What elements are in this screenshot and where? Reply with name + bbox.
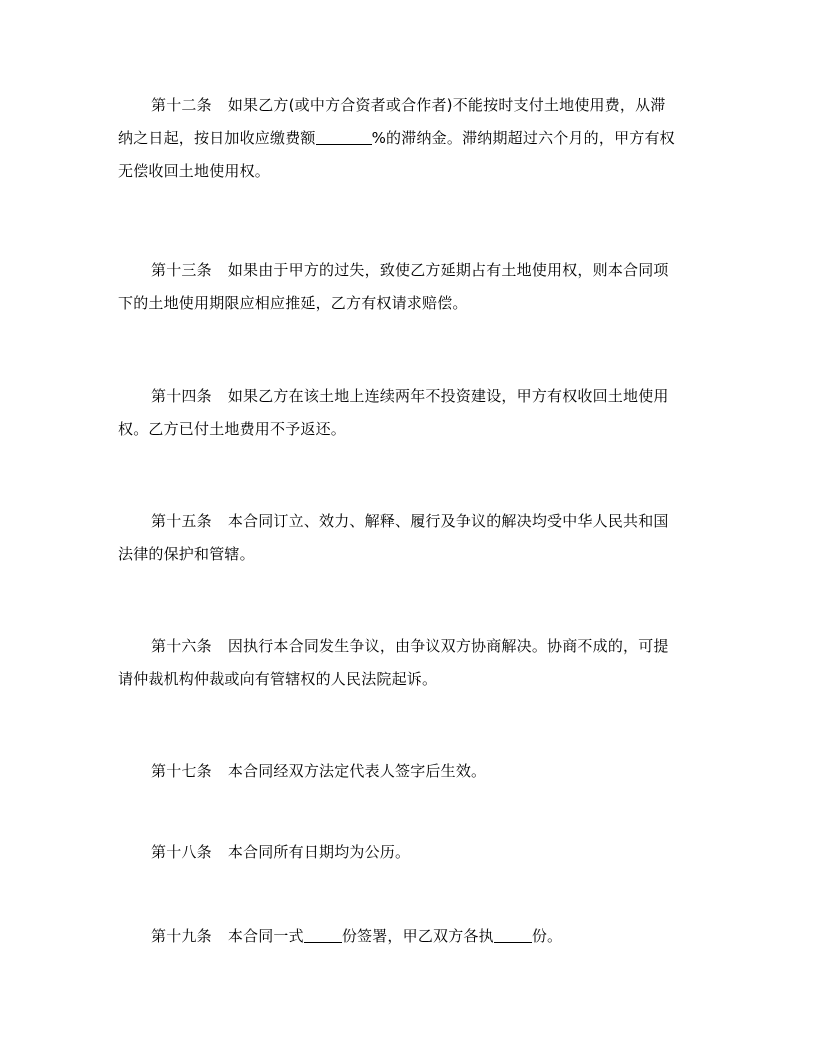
article-18 bbox=[118, 836, 702, 869]
article-15-line-2 bbox=[118, 538, 702, 571]
article-13-text-1: 如果由于甲方的过失，致使乙方延期占有土地使用权，则本合同项 bbox=[227, 261, 669, 279]
article-17-text-1: 本合同经双方法定代表人签字后生效。 bbox=[227, 762, 487, 780]
article-15-text-2: 法律的保护和管辖。 bbox=[118, 545, 255, 563]
article-12-line-1 bbox=[118, 89, 702, 122]
article-16-text-1: 因执行本合同发生争议，由争议双方协商解决。协商不成的，可提 bbox=[227, 637, 669, 655]
article-14 bbox=[118, 380, 702, 446]
article-17-line-1 bbox=[118, 755, 702, 788]
article-12-number: 第十二条 bbox=[151, 96, 212, 114]
article-19-text-1c: 份。 bbox=[531, 927, 563, 945]
article-14-number: 第十四条 bbox=[151, 387, 212, 405]
article-13-number: 第十三条 bbox=[151, 261, 212, 279]
article-15-line-1 bbox=[118, 505, 702, 538]
article-16-text-2: 请仲裁机构仲裁或向有管辖权的人民法院起诉。 bbox=[118, 670, 438, 688]
article-16 bbox=[118, 630, 702, 696]
article-12-line-2 bbox=[118, 122, 702, 155]
article-14-text-1: 如果乙方在该土地上连续两年不投资建设，甲方有权收回土地使用 bbox=[227, 387, 669, 405]
article-14-text-2: 权。乙方已付土地费用不予返还。 bbox=[118, 420, 347, 438]
article-14-line-1 bbox=[118, 380, 702, 413]
article-12-text-2a: 纳之日起，按日加收应缴费额 bbox=[118, 129, 316, 147]
article-12-text-1: 如果乙方(或中方合资者或合作者)不能按时支付土地使用费，从滞 bbox=[227, 96, 666, 114]
article-15-number: 第十五条 bbox=[151, 512, 212, 530]
article-12-line-3 bbox=[118, 155, 702, 188]
article-13 bbox=[118, 254, 702, 320]
article-16-number: 第十六条 bbox=[151, 637, 212, 655]
article-16-line-2 bbox=[118, 663, 702, 696]
article-16-line-1 bbox=[118, 630, 702, 663]
article-19 bbox=[118, 920, 702, 953]
article-18-text-1: 本合同所有日期均为公历。 bbox=[227, 843, 411, 861]
article-19-line-1 bbox=[118, 920, 702, 953]
late-fee-percent-blank bbox=[316, 130, 372, 145]
article-18-number: 第十八条 bbox=[151, 843, 212, 861]
article-18-line-1 bbox=[118, 836, 702, 869]
article-19-text-1a: 本合同一式 bbox=[227, 927, 304, 945]
article-13-line-2 bbox=[118, 287, 702, 320]
article-14-line-2 bbox=[118, 413, 702, 446]
article-19-number: 第十九条 bbox=[151, 927, 212, 945]
article-13-text-2: 下的土地使用期限应相应推延，乙方有权请求赔偿。 bbox=[118, 294, 468, 312]
article-17-number: 第十七条 bbox=[151, 762, 212, 780]
article-12-text-2b: %的滞纳金。滞纳期超过六个月的，甲方有权 bbox=[371, 129, 675, 147]
article-12-text-3: 无偿收回土地使用权。 bbox=[118, 162, 271, 180]
article-12 bbox=[118, 89, 702, 188]
article-17 bbox=[118, 755, 702, 788]
article-19-text-1b: 份签署，甲乙双方各执 bbox=[341, 927, 494, 945]
copies-total-blank bbox=[304, 928, 342, 943]
article-15 bbox=[118, 505, 702, 571]
article-13-line-1 bbox=[118, 254, 702, 287]
article-15-text-1: 本合同订立、效力、解释、履行及争议的解决均受中华人民共和国 bbox=[227, 512, 669, 530]
copies-each-blank bbox=[494, 928, 532, 943]
